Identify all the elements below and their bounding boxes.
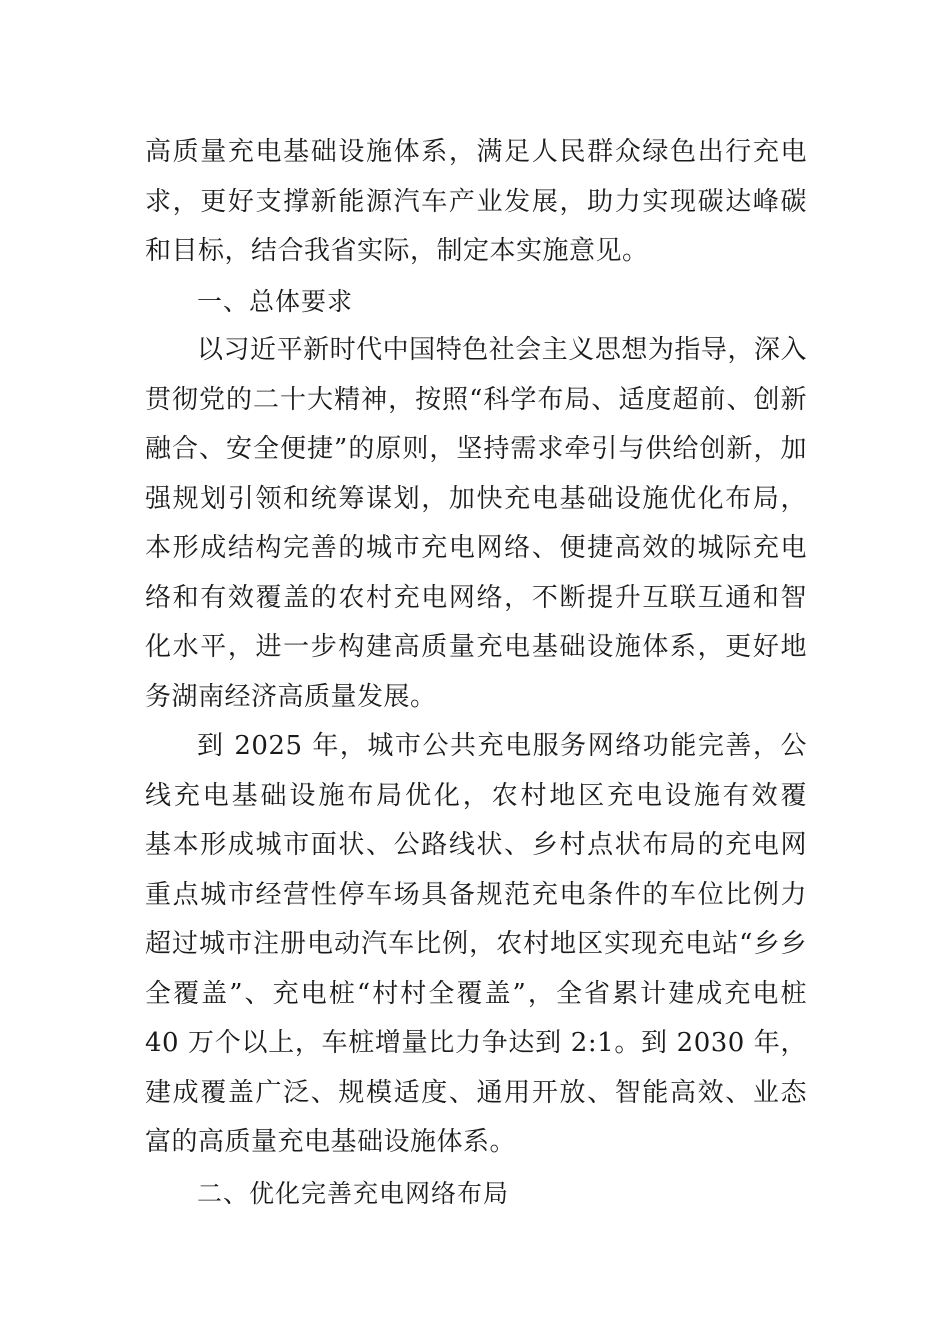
paragraph-targets (145, 722, 807, 1168)
text-line: 建成覆盖广泛、规模适度、通用开放、智能高效、业态 (145, 1077, 807, 1108)
text-line: 强规划引领和统筹谋划，加快充电基础设施优化布局， (145, 483, 807, 514)
text-line: 高质量充电基础设施体系，满足人民群众绿色出行充电 (145, 137, 807, 167)
text-line: 求，更好支撑新能源汽车产业发展，助力实现碳达峰碳 (145, 186, 807, 217)
section-heading-1: 一、总体要求 (197, 286, 354, 316)
text-line: 本形成结构完善的城市充电网络、便捷高效的城际充电 (145, 533, 807, 563)
text-line: 融合、安全便捷”的原则，坚持需求牵引与供给创新，加 (145, 434, 807, 464)
text-line: 络和有效覆盖的农村充电网络，不断提升互联互通和智 (145, 582, 807, 613)
section-heading-2: 二、优化完善充电网络布局 (197, 1178, 510, 1208)
text-line: 务湖南经济高质量发展。 (145, 681, 437, 712)
text-line: 和目标，结合我省实际，制定本实施意见。 (145, 236, 649, 266)
text-line: 到 2025 年，城市公共充电服务网络功能完善，公 (197, 731, 807, 761)
text-line: 超过城市注册电动汽车比例，农村地区实现充电站“乡乡 (145, 929, 807, 959)
text-line: 富的高质量充电基础设施体系。 (145, 1127, 517, 1157)
text-line: 重点城市经营性停车场具备规范充电条件的车位比例力 (145, 879, 807, 910)
document-body (145, 128, 807, 1218)
text-line: 全覆盖”、充电桩“村村全覆盖”，全省累计建成充电桩 (145, 978, 807, 1009)
text-line: 线充电基础设施布局优化，农村地区充电设施有效覆 (145, 780, 807, 811)
text-line: 化水平，进一步构建高质量充电基础设施体系，更好地 (145, 632, 807, 662)
text-line: 以习近平新时代中国特色社会主义思想为指导，深入 (197, 335, 807, 365)
intro-paragraph (145, 128, 807, 277)
text-line: 贯彻党的二十大精神，按照“科学布局、适度超前、创新 (145, 384, 807, 415)
text-line: 40 万个以上，车桩增量比力争达到 2:1。到 2030 年， (145, 1028, 807, 1058)
paragraph-general-requirements (145, 326, 807, 722)
text-line: 基本形成城市面状、公路线状、乡村点状布局的充电网 (145, 830, 807, 860)
